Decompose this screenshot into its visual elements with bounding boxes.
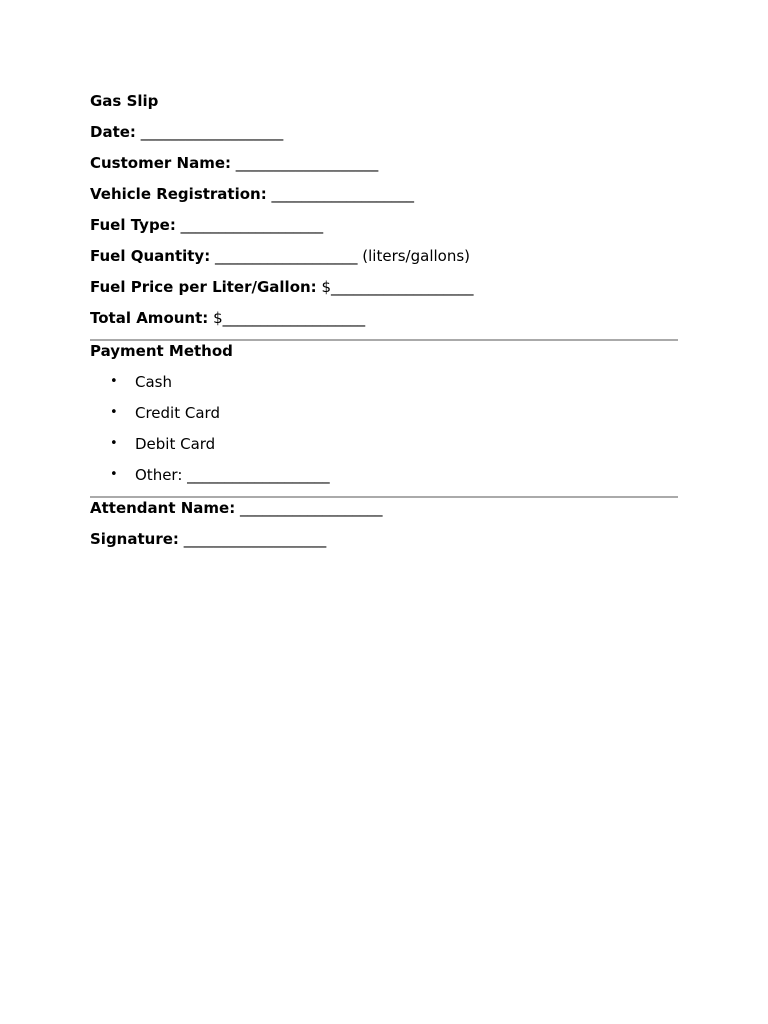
payment-method-heading: Payment Method [90,342,233,360]
date-row [90,122,678,153]
bullet-icon: • [110,436,118,451]
payment-option-label: Other: [135,466,183,484]
signature-row [90,529,678,560]
payment-option-label: Credit Card [135,404,220,422]
date-label: Date: [90,123,136,141]
fuel-quantity-row [90,246,678,277]
payment-method-list [90,372,678,496]
fuel-price-label: Fuel Price per Liter/Gallon: [90,278,317,296]
total-amount-row [90,308,678,339]
payment-option-debit-card[interactable] [90,434,678,465]
bullet-icon: • [110,405,118,420]
attendant-name-label: Attendant Name: [90,499,236,517]
fuel-type-blank[interactable]: ___________________ [180,216,324,234]
fuel-type-row [90,215,678,246]
bullet-icon: • [110,374,118,389]
vehicle-registration-label: Vehicle Registration: [90,185,267,203]
fuel-price-currency: $ [321,278,332,296]
signature-blank[interactable]: ___________________ [183,530,327,548]
other-blank[interactable]: ___________________ [187,466,330,484]
date-blank[interactable]: ___________________ [140,123,284,141]
total-amount-blank[interactable]: ___________________ [222,309,366,327]
payment-option-label: Cash [135,373,172,391]
fuel-type-label: Fuel Type: [90,216,176,234]
attendant-name-row [90,498,678,529]
fuel-quantity-blank[interactable]: ___________________ [215,247,358,265]
attendant-name-blank[interactable]: ___________________ [240,499,383,517]
vehicle-registration-row [90,184,678,215]
total-amount-currency: $ [213,309,223,327]
total-amount-label: Total Amount: [90,309,209,327]
document-title: Gas Slip [90,92,159,110]
bullet-icon: • [110,467,118,482]
fuel-quantity-unit: (liters/gallons) [362,247,471,265]
payment-option-label: Debit Card [135,435,216,453]
fuel-price-row [90,277,678,308]
customer-name-row [90,153,678,184]
customer-name-blank[interactable]: ___________________ [235,154,379,172]
payment-option-credit-card[interactable] [90,403,678,434]
customer-name-label: Customer Name: [90,154,231,172]
payment-option-cash[interactable] [90,372,678,403]
fuel-quantity-label: Fuel Quantity: [90,247,211,265]
fuel-price-blank[interactable]: ___________________ [331,278,474,296]
payment-option-other[interactable] [90,465,678,496]
vehicle-registration-blank[interactable]: ___________________ [271,185,415,203]
signature-label: Signature: [90,530,179,548]
gas-slip-document [90,91,678,560]
